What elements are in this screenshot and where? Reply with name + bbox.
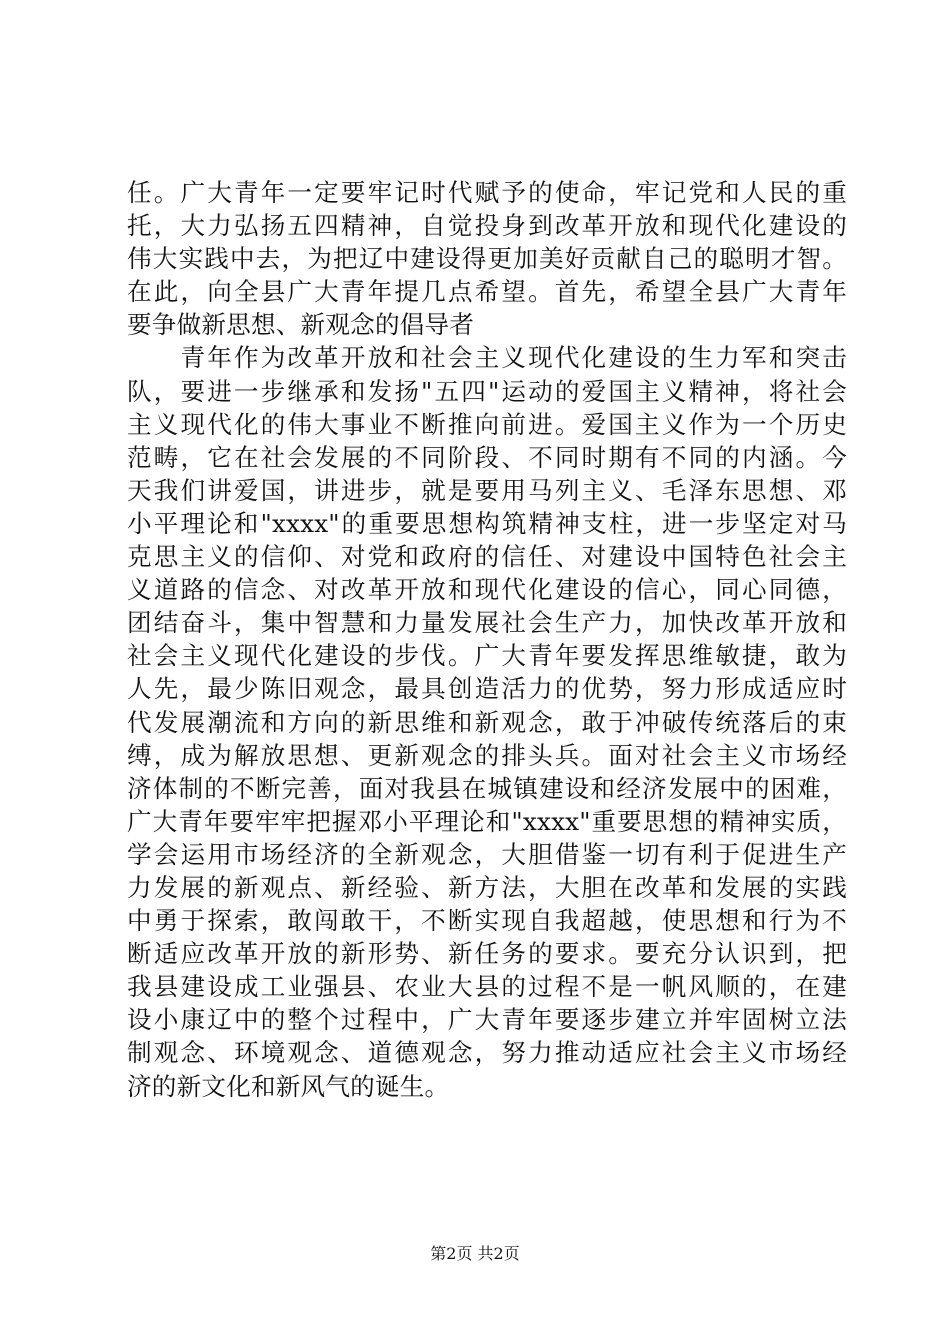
text-line: 天我们讲爱国，讲进步，就是要用马列主义、毛泽东思想、邓 <box>127 475 847 505</box>
text-line: 广大青年要牢牢把握邓小平理论和"xxxx"重要思想的精神实质， <box>127 806 847 836</box>
text-line: 人先，最少陈旧观念，最具创造活力的优势，努力形成适应时 <box>127 674 847 704</box>
text-line: 主义现代化的伟大事业不断推向前进。爱国主义作为一个历史 <box>127 409 847 439</box>
text-line: 学会运用市场经济的全新观念，大胆借鉴一切有利于促进生产 <box>127 839 847 869</box>
text-line: 制观念、环境观念、道德观念，努力推动适应社会主义市场经 <box>127 1038 847 1068</box>
text-line: 义道路的信念、对改革开放和现代化建设的信心，同心同德， <box>127 575 847 605</box>
text-line: 克思主义的信仰、对党和政府的信任、对建设中国特色社会主 <box>127 542 847 572</box>
text-line: 断适应改革开放的新形势、新任务的要求。要充分认识到，把 <box>127 939 847 969</box>
text-line: 伟大实践中去，为把辽中建设得更加美好贡献自己的聪明才智。 <box>127 244 847 274</box>
text-line: 任。广大青年一定要牢记时代赋予的使命，牢记党和人民的重 <box>127 178 847 207</box>
page-number-footer: 第2页 共2页 <box>430 1244 520 1263</box>
text-line: 团结奋斗，集中智慧和力量发展社会生产力，加快改革开放和 <box>127 608 847 638</box>
body-text <box>127 176 847 1103</box>
text-line: 队，要进一步继承和发扬"五四"运动的爱国主义精神，将社会 <box>127 376 847 406</box>
text-line: 在此，向全县广大青年提几点希望。首先，希望全县广大青年 <box>127 277 847 307</box>
text-line: 济的新文化和新风气的诞生。 <box>127 1071 450 1101</box>
text-line: 社会主义现代化建设的步伐。广大青年要发挥思维敏捷，敢为 <box>127 641 847 671</box>
text-line: 济体制的不断完善，面对我县在城镇建设和经济发展中的困难， <box>127 773 847 803</box>
text-line: 青年作为改革开放和社会主义现代化建设的生力军和突击 <box>127 343 847 373</box>
text-line: 缚，成为解放思想、更新观念的排头兵。面对社会主义市场经 <box>127 740 847 770</box>
text-line: 范畴，它在社会发展的不同阶段、不同时期有不同的内涵。今 <box>127 442 847 472</box>
text-line: 小平理论和"xxxx"的重要思想构筑精神支柱，进一步坚定对马 <box>127 508 847 538</box>
text-line: 托，大力弘扬五四精神，自觉投身到改革开放和现代化建设的 <box>127 211 847 241</box>
text-line: 代发展潮流和方向的新思维和新观念，敢于冲破传统落后的束 <box>127 707 847 737</box>
text-line: 中勇于探索，敢闯敢干，不断实现自我超越，使思想和行为不 <box>127 906 847 936</box>
text-line: 力发展的新观点、新经验、新方法，大胆在改革和发展的实践 <box>127 872 847 902</box>
text-line: 我县建设成工业强县、农业大县的过程不是一帆风顺的，在建 <box>127 972 847 1002</box>
text-line: 设小康辽中的整个过程中，广大青年要逐步建立并牢固树立法 <box>127 1005 847 1035</box>
text-line: 要争做新思想、新观念的倡导者 <box>127 310 475 340</box>
